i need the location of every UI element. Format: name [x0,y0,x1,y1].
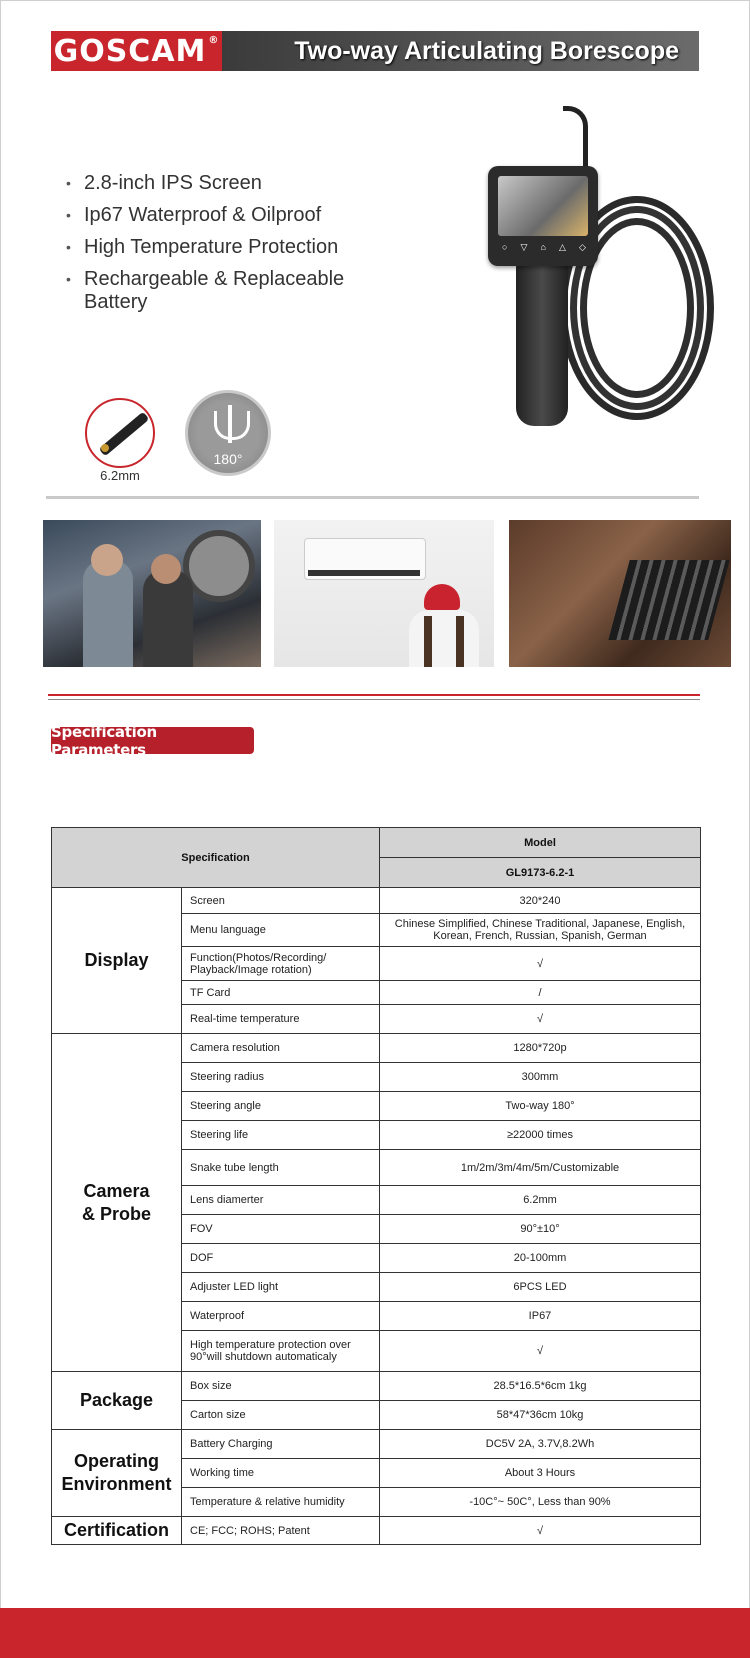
row-value: 20-100mm [380,1244,701,1273]
row-value: About 3 Hours [380,1459,701,1488]
row-value: √ [380,1517,701,1545]
red-divider [48,694,700,696]
row-label: Menu language [182,914,380,947]
group-camera-probe-label: Camera & Probe [81,1180,151,1224]
group-camera-probe [52,1034,182,1372]
footer-bar [0,1608,750,1658]
up-button-icon: △ [559,242,566,252]
gray-divider-line [48,699,700,700]
row-label: Function(Photos/Recording/ Playback/Image rotation) [182,947,380,981]
row-value: 90°±10° [380,1215,701,1244]
model-number: GL9173-6.2-1 [380,858,701,888]
row-label: High temperature protection over 90°will shutdown automaticaly [182,1331,380,1372]
borescope-device-image [468,106,718,466]
table-row [52,888,701,914]
table-row [52,1430,701,1459]
row-value: 1m/2m/3m/4m/5m/Customizable [380,1150,701,1186]
row-value: 6PCS LED [380,1273,701,1302]
device-buttons [502,242,586,253]
table-row [52,1517,701,1545]
group-display: Display [52,888,182,1034]
header-model: Model [380,828,701,858]
row-label: DOF [182,1244,380,1273]
section-title-badge [51,722,254,759]
row-label: Carton size [182,1401,380,1430]
row-value: 58*47*36cm 10kg [380,1401,701,1430]
row-label: Steering life [182,1121,380,1150]
row-value: √ [380,947,701,981]
row-value: DC5V 2A, 3.7V,8.2Wh [380,1430,701,1459]
header-specification: Specification [52,828,380,888]
row-label: FOV [182,1215,380,1244]
light-button-icon: ◇ [579,242,586,252]
row-label: Steering angle [182,1092,380,1121]
row-label: TF Card [182,981,380,1005]
device-screen [488,166,598,266]
row-value: √ [380,1331,701,1372]
lens-probe-icon [85,398,155,468]
registered-mark: ® [208,35,220,46]
feature-list [66,172,386,323]
row-label: Steering radius [182,1063,380,1092]
row-label: Box size [182,1372,380,1401]
row-value: Chinese Simplified, Chinese Traditional, Japanese, English, Korean, French, Russian, Spanish, German [380,914,701,947]
lens-size-label: 6.2mm [100,468,140,483]
row-label: Lens diamerter [182,1186,380,1215]
brand-name: GOSCAM [53,33,207,69]
row-value: -10C°~ 50C°, Less than 90% [380,1488,701,1517]
row-label: Working time [182,1459,380,1488]
photo-ac-repair [274,520,494,667]
feature-item: • High Temperature Protection [66,236,386,259]
row-value: 6.2mm [380,1186,701,1215]
row-value: ≥22000 times [380,1121,701,1150]
group-package: Package [52,1372,182,1430]
group-operating-environment [52,1430,182,1517]
row-label: Real-time temperature [182,1005,380,1034]
feature-item: • 2.8-inch IPS Screen [66,172,386,195]
photo-car-mechanics [43,520,261,667]
table-row [52,1372,701,1401]
row-label: Battery Charging [182,1430,380,1459]
row-label: Snake tube length [182,1150,380,1186]
row-value: 320*240 [380,888,701,914]
angle-label: 180° [213,451,243,467]
down-button-icon: ▽ [520,242,528,252]
row-value: / [380,981,701,1005]
device-handle [516,256,568,426]
table-header-row [52,828,701,858]
power-button-icon: ○ [502,242,508,252]
product-title-bar [222,31,699,71]
row-value: 1280*720p [380,1034,701,1063]
group-operating-environment-label: Operating Environment [61,1451,172,1494]
row-label: CE; FCC; ROHS; Patent [182,1517,380,1545]
specification-table [51,827,701,1545]
row-label: Waterproof [182,1302,380,1331]
row-label: Adjuster LED light [182,1273,380,1302]
row-value: √ [380,1005,701,1034]
feature-item: • Rechargeable & Replaceable Battery [66,268,386,314]
row-value: IP67 [380,1302,701,1331]
feature-item: • Ip67 Waterproof & Oilproof [66,204,386,227]
row-value: 28.5*16.5*6cm 1kg [380,1372,701,1401]
section-divider [46,496,699,499]
row-label: Camera resolution [182,1034,380,1063]
brand-logo [51,31,222,71]
row-label: Temperature & relative humidity [182,1488,380,1517]
home-button-icon: ⌂ [540,242,546,252]
row-value: Two-way 180° [380,1092,701,1121]
photo-drain-grate [509,520,731,667]
product-title: Two-way Articulating Borescope [294,36,679,65]
section-title: Specification Parameters [51,722,157,759]
table-row [52,1034,701,1063]
row-label: Screen [182,888,380,914]
group-certification: Certification [52,1517,182,1545]
row-value: 300mm [380,1063,701,1092]
